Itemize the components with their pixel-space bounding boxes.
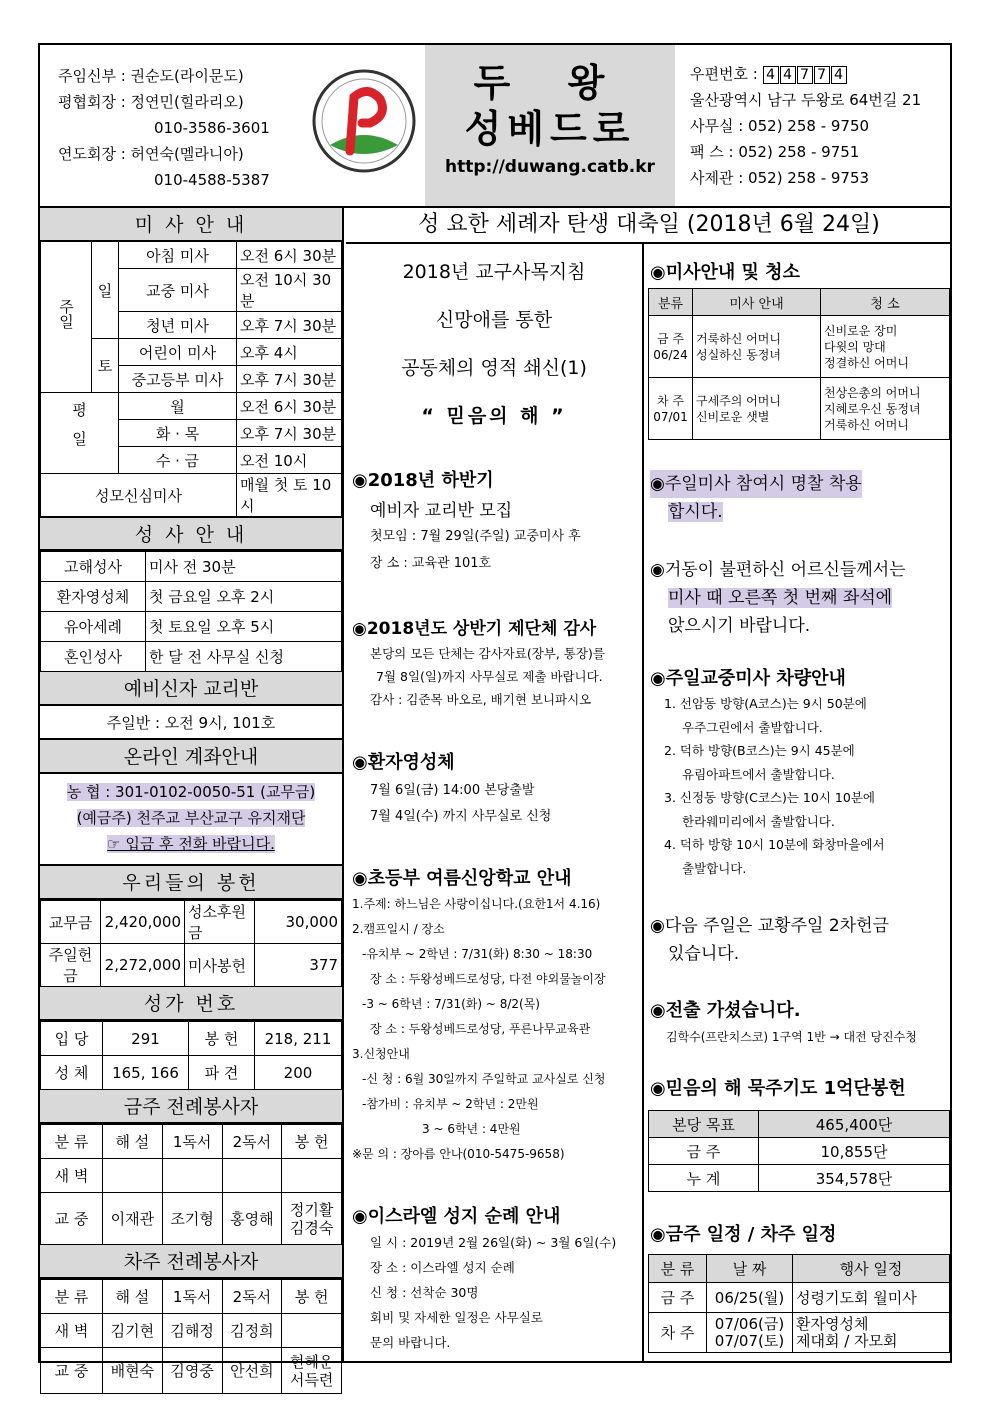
servers-head: 1독서 (162, 1125, 222, 1159)
bulletin-page (38, 43, 952, 1389)
collection-notice (650, 912, 889, 968)
hymn-label: 봉 헌 (189, 1022, 255, 1056)
servers-cell: 김해정 (162, 1314, 222, 1348)
servers-head: 2독서 (222, 1280, 282, 1314)
left-column (40, 208, 344, 1389)
notice-communion (352, 748, 642, 830)
notice-audit (352, 614, 646, 711)
notice-line: 첫모임 : 7월 29일(주일) 교중미사 후 (370, 529, 581, 544)
seating-notice (650, 556, 906, 640)
middle-column (346, 244, 644, 1363)
offering-table (40, 900, 342, 987)
table-cell: 차 주 07/01 (649, 378, 693, 440)
parish-name-2: 성베드로 (464, 107, 636, 151)
notice-line: 김학수(프란치스코) 1구역 1반 → 대전 당진수청 (666, 1030, 917, 1044)
notice-line: 일 시 : 2019년 2월 26일(화) ~ 3월 6일(수) (370, 1235, 617, 1250)
sacrament-time: 미사 전 30분 (146, 552, 342, 582)
notice-summer-school (352, 864, 646, 1167)
servers-cell (282, 1159, 342, 1193)
hymn-label: 성 체 (41, 1056, 103, 1090)
hymn-number: 218, 211 (255, 1022, 342, 1056)
hymn-table (40, 1021, 342, 1090)
table-cell: 환자영성체 제대회 / 자모회 (793, 1313, 950, 1353)
servers-cell: 안선희 (222, 1348, 282, 1394)
guideline-title: 2018년 교구사목지침 (402, 261, 586, 283)
weekday-label: 평일 (41, 393, 119, 474)
table-cell: 천상은총의 어머니 지혜로우신 동정녀 거룩하신 어머니 (821, 378, 950, 440)
header (40, 45, 950, 208)
right-column (646, 244, 952, 1363)
mass-time: 오후 7시 30분 (237, 366, 342, 393)
account-title: 온라인 계좌안내 (40, 740, 342, 774)
rosary-label: 금 주 (649, 1138, 759, 1165)
servers-head: 분 류 (41, 1125, 103, 1159)
bus-line: 2. 덕하 방향(B코스)는 9시 45분에 (664, 743, 855, 758)
sacrament-name: 고해성사 (41, 552, 146, 582)
sacrament-title: 성 사 안 내 (40, 517, 342, 551)
notice-pilgrimage (352, 1202, 646, 1355)
notice-line: -신 청 : 6월 30일까지 주일학교 교사실로 신청 (362, 1072, 606, 1086)
to-label: 토 (92, 339, 119, 393)
servers-head: 봉 헌 (282, 1280, 342, 1314)
rosary-label: 누 계 (649, 1165, 759, 1192)
notice-line: 있습니다. (668, 944, 740, 964)
table-cell: 신비로운 장미 다윗의 망대 정결하신 어머니 (821, 316, 950, 378)
table-cell: 구세주의 어머니 신비로운 샛별 (693, 378, 821, 440)
servers-cell (282, 1314, 342, 1348)
table-head: 날 짜 (707, 1255, 793, 1283)
offering-label: 주일헌금 (41, 944, 101, 987)
table-head: 청 소 (821, 289, 950, 316)
servers-cell: 홍영해 (222, 1193, 282, 1245)
bus-line: 우주그린에서 출발합니다. (682, 719, 823, 735)
rosary-label: 본당 목표 (649, 1111, 759, 1138)
marian-mass-label: 성모신심미사 (41, 474, 237, 517)
mass-time: 오전 6시 30분 (237, 393, 342, 420)
mass-name: 수 · 금 (119, 447, 237, 474)
zip-digit: 7 (797, 66, 813, 84)
sacrament-table (40, 551, 342, 672)
mass-time: 오전 10시 30분 (237, 269, 342, 312)
zip-digit: 4 (763, 66, 779, 84)
servers-cell: 현혜운 서득련 (282, 1348, 342, 1394)
servers-head: 해 설 (103, 1125, 163, 1159)
hymn-title: 성가 번호 (40, 987, 342, 1021)
sacrament-name: 환자영성체 (41, 582, 146, 612)
rosary-value: 465,400단 (759, 1111, 950, 1138)
servers-head: 봉 헌 (282, 1125, 342, 1159)
notice-title: ◉환자영성체 (352, 752, 455, 773)
sacrament-time: 한 달 전 사무실 신청 (146, 642, 342, 672)
table-cell: 금 주 (649, 1283, 707, 1313)
notice-line: 장 소 : 두왕성베드로성당, 다전 야외물놀이장 (370, 972, 606, 986)
marian-mass-time: 매월 첫 토 10시 (237, 474, 342, 517)
zip-line (690, 61, 921, 87)
notice-line: ◉다음 주일은 교황주일 2차헌금 (650, 916, 889, 936)
servers-next-table (40, 1279, 342, 1394)
feast-banner: 성 요한 세례자 탄생 대축일 (2018년 6월 24일) (346, 208, 952, 244)
hymn-label: 파 견 (189, 1056, 255, 1090)
notice-line: -참가비 : 유치부 ~ 2학년 : 2만원 (362, 1097, 539, 1111)
mass-table (40, 241, 342, 517)
sunday-label: 주일 (41, 242, 92, 393)
notice-title: ◉주일교중미사 차량안내 (650, 668, 846, 689)
guideline-year: “ 믿음의 해 ” (421, 405, 567, 427)
hymn-number: 200 (255, 1056, 342, 1090)
mass-cleaning-table (648, 288, 950, 440)
table-cell: 거룩하신 어머니 성실하신 동정녀 (693, 316, 821, 378)
mass-name: 청년 미사 (119, 312, 237, 339)
sacrament-time: 첫 토요일 오후 5시 (146, 612, 342, 642)
notice-line: 미사 때 오른쪽 첫 번째 좌석에 (668, 588, 893, 608)
servers-cell (162, 1159, 222, 1193)
bus-notice (650, 664, 950, 880)
mass-time: 오후 7시 30분 (237, 312, 342, 339)
notice-line: 합시다. (668, 502, 723, 522)
mass-name: 화 · 목 (119, 420, 237, 447)
notice-line: ◉거동이 불편하신 어르신들께서는 (650, 560, 906, 580)
servers-cell (222, 1159, 282, 1193)
servers-next-title: 차주 전례봉사자 (40, 1245, 342, 1279)
account-holder: (예금주) 천주교 부산교구 유지재단 (76, 809, 306, 827)
servers-cell: 김영중 (162, 1348, 222, 1394)
guideline-line: 신망애를 통한 (435, 309, 553, 331)
bus-line: 출발합니다. (682, 860, 747, 876)
guideline-line: 공동체의 영적 쇄신(1) (401, 357, 587, 379)
council-line: 평협회장 : 정연민(힐라리오) (58, 93, 244, 111)
servers-head: 분 류 (41, 1280, 103, 1314)
mass-cleaning-title: ◉미사안내 및 청소 (650, 262, 800, 283)
offering-label: 성소후원금 (185, 901, 255, 944)
notice-line: 회비 및 자세한 일정은 사무실로 (370, 1310, 543, 1325)
table-cell: 성령기도회 월미사 (793, 1283, 950, 1313)
account-box (40, 774, 342, 866)
notice-subtitle: 예비자 교리반 모집 (370, 501, 513, 521)
servers-cell: 교 중 (41, 1193, 103, 1245)
servers-this-title: 금주 전례봉사자 (40, 1090, 342, 1124)
offering-label: 교무금 (41, 901, 101, 944)
rosary-value: 354,578단 (759, 1165, 950, 1192)
account-note: ☞ 입금 후 전화 바랍니다. (107, 835, 275, 853)
notice-line: 신 청 : 선착순 30명 (370, 1285, 479, 1300)
notice-line: 장 소 : 두왕성베드로성당, 푸른나무교육관 (370, 1022, 591, 1036)
bus-line: 한라웨미리에서 출발합니다. (682, 813, 835, 829)
offering-value: 2,272,000 (101, 944, 185, 987)
notice-line: -3 ~ 6학년 : 7/31(화) ~ 8/2(목) (362, 997, 540, 1011)
servers-cell: 배현숙 (103, 1348, 163, 1394)
servers-head: 해 설 (103, 1280, 163, 1314)
servers-cell: 김기현 (103, 1314, 163, 1348)
catechumen-title: 예비신자 교리반 (40, 672, 342, 706)
notice-title: ◉전출 가셨습니다. (650, 1000, 801, 1021)
notice-title: ◉초등부 여름신앙학교 안내 (352, 868, 572, 889)
sacrament-time: 첫 금요일 오후 2시 (146, 582, 342, 612)
parish-name-1: 두 왕 (473, 61, 627, 105)
servers-cell: 새 벽 (41, 1159, 103, 1193)
offering-value: 2,420,000 (101, 901, 185, 944)
notice-line: 1.주제: 하느님은 사랑이십니다.(요한1서 4.16) (352, 897, 601, 911)
mass-name: 중고등부 미사 (119, 366, 237, 393)
notice-line: 7월 8일(일)까지 사무실로 제출 바랍니다. (376, 669, 603, 684)
notice-title: ◉이스라엘 성지 순례 안내 (352, 1206, 561, 1227)
table-cell: 07/06(금) 07/07(토) (707, 1313, 793, 1353)
mass-name: 교중 미사 (119, 269, 237, 312)
notice-line: 장 소 : 교육관 101호 (370, 556, 492, 571)
table-head: 행사 일정 (793, 1255, 950, 1283)
hymn-number: 291 (103, 1022, 189, 1056)
header-left (58, 63, 270, 193)
notice-line: 3.신청안내 (352, 1047, 410, 1061)
table-head: 분류 (649, 289, 693, 316)
transfer-notice (650, 996, 950, 1045)
offering-label: 미사봉헌 (185, 944, 255, 987)
notice-line: 장 소 : 이스라엘 성지 순례 (370, 1260, 515, 1275)
table-cell: 금 주 06/24 (649, 316, 693, 378)
servers-cell: 교 중 (41, 1348, 103, 1394)
notice-line: 7월 4일(수) 까지 사무실로 신청 (370, 809, 552, 824)
notice-line: 2.캠프일시 / 장소 (352, 922, 445, 936)
address: 울산광역시 남구 두왕로 64번길 21 (690, 91, 922, 109)
notice-line: 앉으시기 바랍니다. (668, 616, 811, 636)
rosary-value: 10,855단 (759, 1138, 950, 1165)
mass-name: 월 (119, 393, 237, 420)
table-cell: 06/25(월) (707, 1283, 793, 1313)
rosary-title: ◉믿음의 해 묵주기도 1억단봉헌 (650, 1078, 906, 1099)
servers-cell: 김정희 (222, 1314, 282, 1348)
notice-line: 감사 : 김준목 바오로, 배기현 보니파시오 (370, 692, 592, 707)
notice-line: ◉주일미사 참여시 명찰 착용 (650, 470, 862, 498)
table-head: 분 류 (649, 1255, 707, 1283)
offering-value: 377 (255, 944, 342, 987)
rectory-phone: 사제관 : 052) 258 - 9753 (690, 169, 870, 187)
nametag-notice (650, 470, 862, 526)
notice-line: 문의 바랍니다. (370, 1335, 451, 1350)
offering-title: 우리들의 봉헌 (40, 866, 342, 900)
schedule-table (648, 1254, 950, 1353)
zip-digit: 4 (831, 66, 847, 84)
zip-label: 우편번호 : (690, 65, 758, 83)
servers-cell (103, 1159, 163, 1193)
zip-digit: 7 (814, 66, 830, 84)
hymn-number: 165, 166 (103, 1056, 189, 1090)
offering-value: 30,000 (255, 901, 342, 944)
notice-line: 7월 6일(금) 14:00 본당출발 (370, 783, 535, 798)
bus-line: 1. 선암동 방향(A코스)는 9시 50분에 (664, 696, 867, 711)
mass-time: 오전 10시 (237, 447, 342, 474)
mass-name: 어린이 미사 (119, 339, 237, 366)
notice-title: ◉2018년 하반기 (352, 470, 494, 491)
guideline-box (346, 244, 642, 440)
servers-head: 1독서 (162, 1280, 222, 1314)
notice-catechumen (352, 466, 642, 577)
yeondo-line: 연도회장 : 허연숙(멜라니아) (58, 145, 244, 163)
pastor-line: 주임신부 : 권순도(라이문도) (58, 67, 244, 85)
notice-title: ◉2018년도 상반기 제단체 감사 (352, 619, 597, 639)
mass-time: 오후 4시 (237, 339, 342, 366)
bus-line: 유림아파트에서 출발합니다. (682, 766, 835, 782)
il-label: 일 (92, 242, 119, 339)
account-number: 농 협 : 301-0102-0050-51 (교무금) (66, 783, 316, 801)
servers-head: 2독서 (222, 1125, 282, 1159)
rosary-table (648, 1110, 950, 1192)
servers-this-table (40, 1124, 342, 1245)
parish-url[interactable]: http://duwang.catb.kr (445, 157, 655, 177)
table-head: 미사 안내 (693, 289, 821, 316)
mass-time: 오후 7시 30분 (237, 420, 342, 447)
sacrament-name: 혼인성사 (41, 642, 146, 672)
mass-title: 미 사 안 내 (40, 208, 342, 242)
zip-digit: 4 (780, 66, 796, 84)
table-cell: 차 주 (649, 1313, 707, 1353)
catechumen-text: 주일반 : 오전 9시, 101호 (40, 706, 342, 740)
servers-cell: 조기형 (162, 1193, 222, 1245)
servers-cell: 이재관 (103, 1193, 163, 1245)
notice-line: -유치부 ~ 2학년 : 7/31(화) 8:30 ~ 18:30 (362, 947, 593, 961)
notice-line: ※문 의 : 장아름 안나(010-5475-9658) (352, 1147, 565, 1161)
header-right (690, 61, 921, 191)
bus-line: 4. 덕하 방향 10시 10분에 화창마을에서 (664, 837, 885, 852)
servers-cell: 새 벽 (41, 1314, 103, 1348)
notice-line: 본당의 모든 단체는 감사자료(장부, 통장)를 (370, 646, 605, 661)
servers-cell: 정기활 김경숙 (282, 1193, 342, 1245)
parish-logo (310, 67, 418, 175)
bus-line: 3. 신정동 방향(C코스)는 10시 10분에 (664, 790, 875, 805)
parish-title-box (425, 45, 675, 206)
schedule-title: ◉금주 일정 / 차주 일정 (650, 1224, 837, 1245)
council-phone: 010-3586-3601 (154, 119, 270, 137)
sacrament-name: 유아세례 (41, 612, 146, 642)
office-phone: 사무실 : 052) 258 - 9750 (690, 117, 870, 135)
yeondo-phone: 010-4588-5387 (154, 171, 270, 189)
mass-time: 오전 6시 30분 (237, 242, 342, 269)
hymn-label: 입 당 (41, 1022, 103, 1056)
fax: 팩 스 : 052) 258 - 9751 (690, 143, 860, 161)
notice-line: 3 ~ 6학년 : 4만원 (422, 1122, 521, 1136)
mass-name: 아침 미사 (119, 242, 237, 269)
